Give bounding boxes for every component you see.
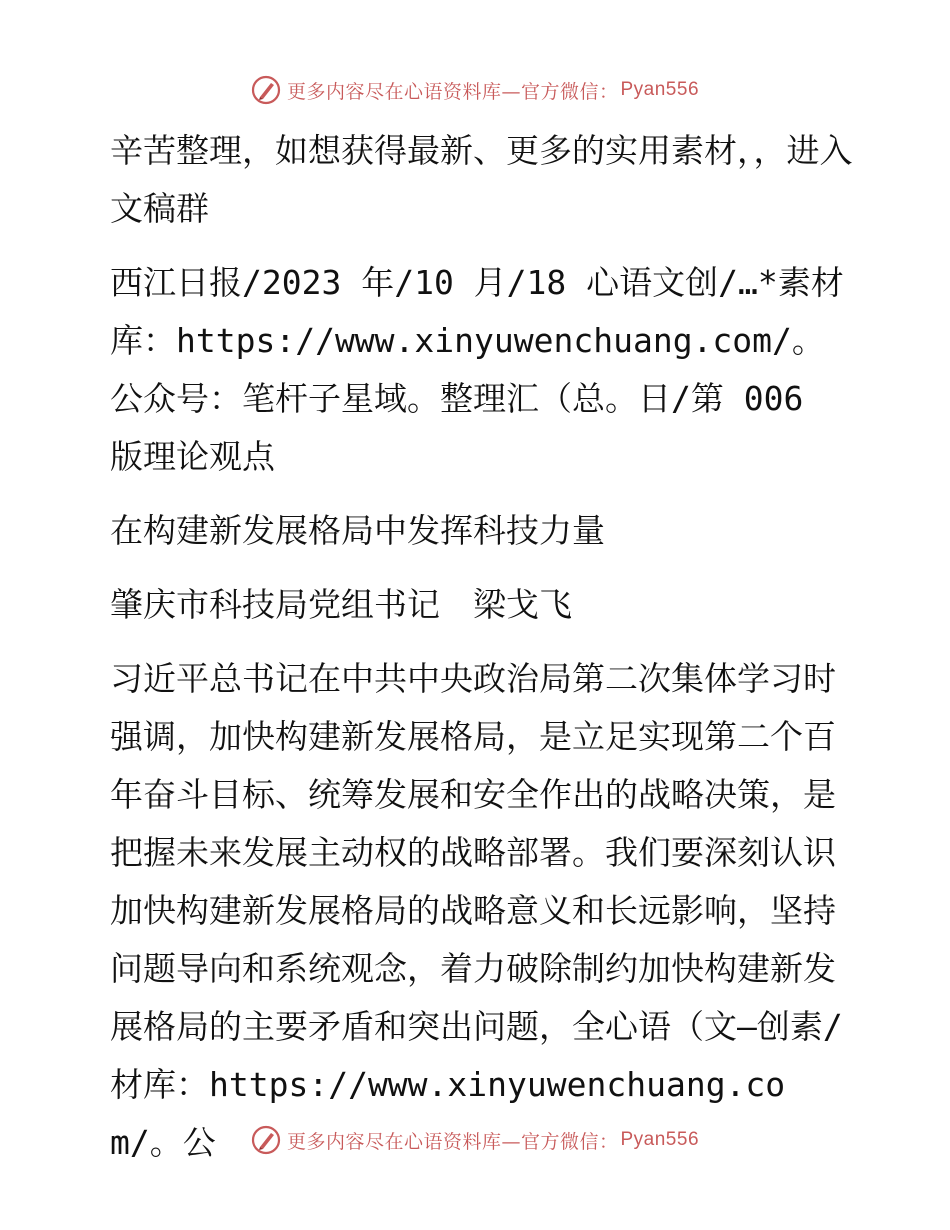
header-banner (0, 70, 950, 110)
quill-pen-logo-icon (251, 1125, 281, 1155)
quill-pen-logo-icon (251, 75, 281, 105)
banner-text: 更多内容尽在心语资料库—官方微信： (286, 80, 619, 103)
wechat-id: Pyan556 (620, 1129, 700, 1150)
article-title: 在构建新发展格局中发挥科技力量 (110, 511, 605, 550)
footer-banner (0, 1120, 950, 1160)
wechat-id: Pyan556 (620, 79, 700, 100)
source-paragraph: 西江日报/2023 年/10 月/18 心语文创/…*素材库：https://www.xinyuwenchuang.com/。公众号：笔杆子星域。整理汇（总。日/第 006 版理论观点 (110, 263, 844, 476)
article-author: 肇庆市科技局党组书记 梁戈飞 (110, 585, 572, 624)
body-paragraph: 习近平总书记在中共中央政治局第二次集体学习时强调，加快构建新发展格局，是立足实现第二个百年奋斗目标、统筹发展和安全作出的战略决策，是把握未来发展主动权的战略部署。我们要深刻认识加快构建新发展格局的战略意义和长远影响，坚持问题导向和系统观念，着力破除制约加快构建新发展格局的主要矛盾和突出问题，全心语（文—创素/材库：https://www.xinyuwenchuang.com/。公 (110, 659, 843, 1162)
document-body (96, 122, 856, 1188)
intro-paragraph: 辛苦整理，如想获得最新、更多的实用素材，，进入文稿群 (110, 131, 853, 228)
banner-text: 更多内容尽在心语资料库—官方微信： (286, 1130, 619, 1153)
